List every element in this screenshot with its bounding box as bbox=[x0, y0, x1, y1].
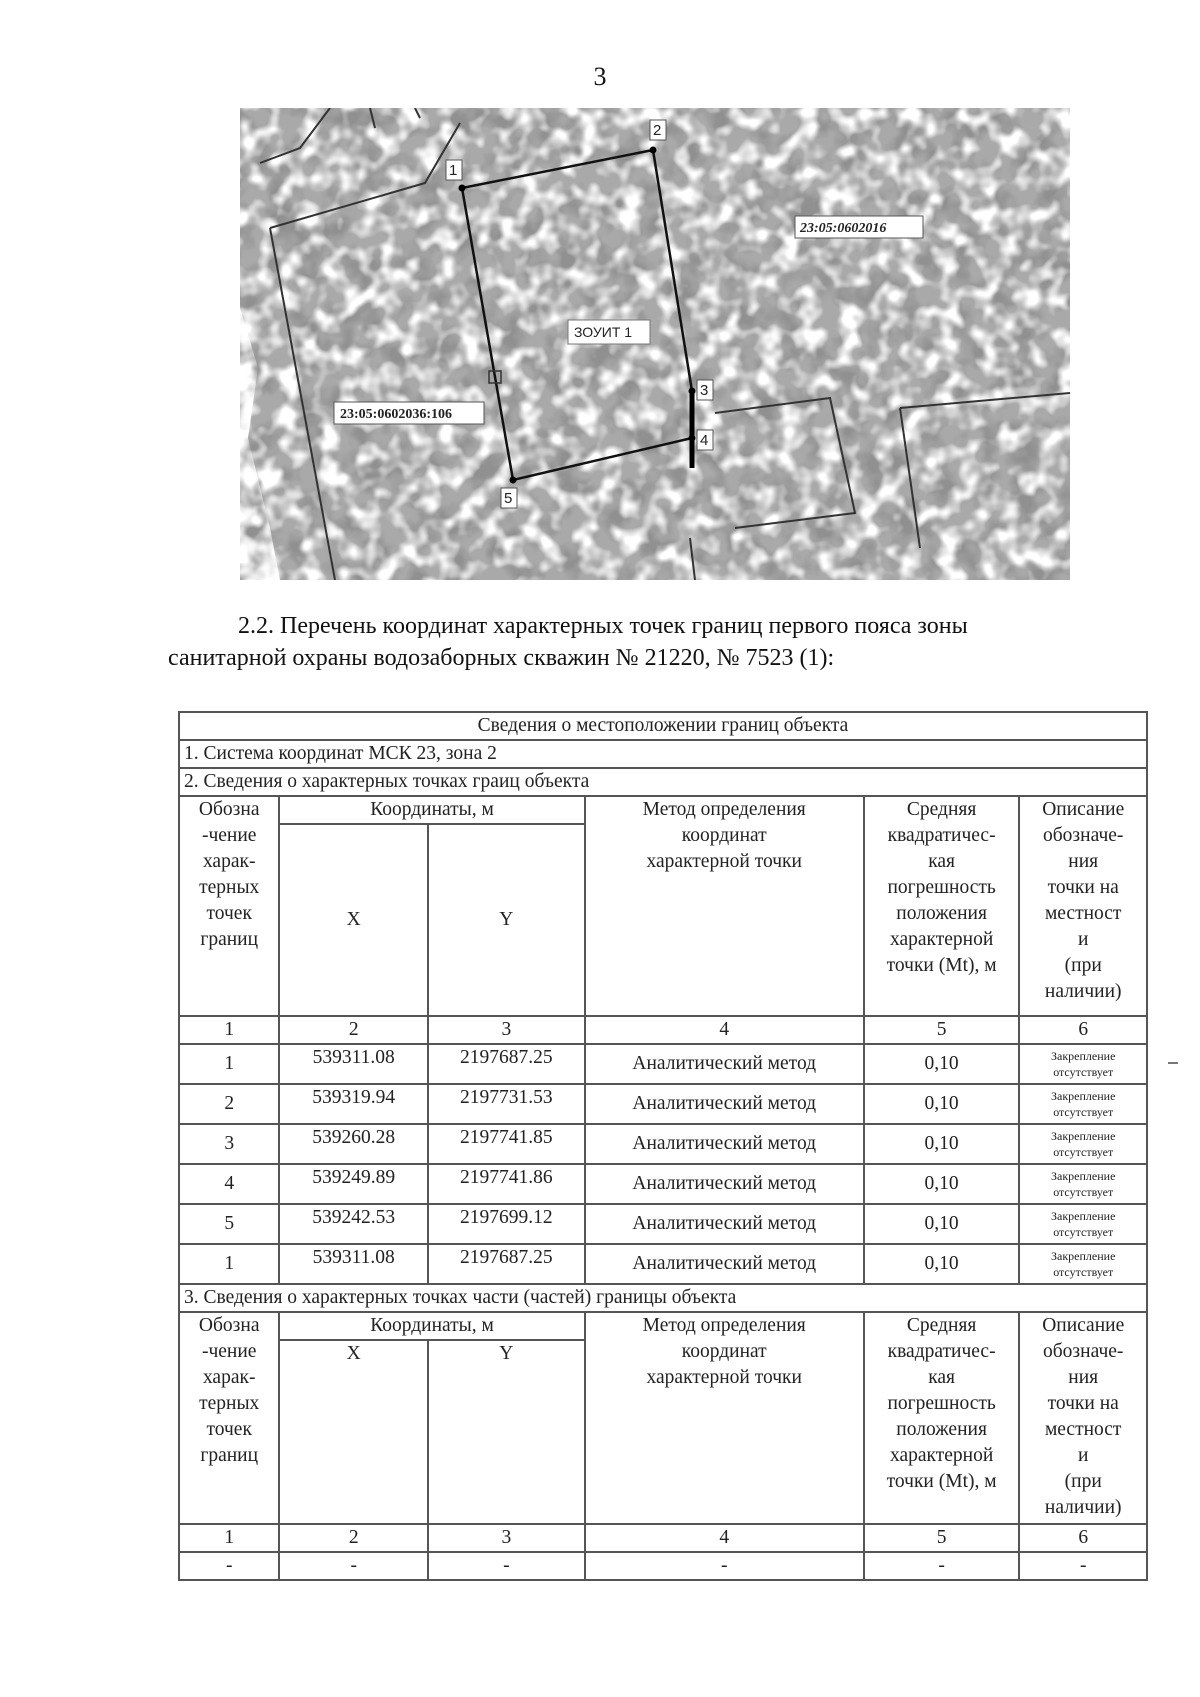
point-2-label: 2 bbox=[653, 122, 662, 139]
method-value: Аналитический метод bbox=[585, 1084, 864, 1124]
table-row bbox=[179, 1124, 1147, 1164]
column-number: 1 bbox=[179, 1524, 279, 1552]
method-value: Аналитический метод bbox=[585, 1124, 864, 1164]
table-row bbox=[179, 1164, 1147, 1204]
point-5-label: 5 bbox=[504, 490, 513, 507]
map-clearing-texture bbox=[240, 108, 1070, 580]
header-designation: Обозна -чение харак- терных точек границ bbox=[179, 796, 279, 1016]
error-value: 0,10 bbox=[864, 1204, 1020, 1244]
x-value: 539311.08 bbox=[279, 1244, 428, 1284]
header-method: Метод определения координат характерной точки bbox=[585, 796, 864, 1016]
header-error: Средняя квадратичес- кая погрешность положения характерной точки (Mt), м bbox=[864, 796, 1020, 1016]
margin-mark bbox=[1168, 1062, 1178, 1064]
description-value: Закрепление отсутствует bbox=[1019, 1084, 1147, 1124]
cadastral-map bbox=[240, 108, 1070, 580]
point-4-label: 4 bbox=[700, 432, 709, 449]
description-value: Закрепление отсутствует bbox=[1019, 1124, 1147, 1164]
empty-cell: - bbox=[1019, 1552, 1147, 1580]
column-number: 6 bbox=[1019, 1016, 1147, 1044]
intro-paragraph bbox=[168, 610, 1148, 674]
y-value: 2197687.25 bbox=[428, 1244, 585, 1284]
column-numbers-row-2 bbox=[179, 1524, 1147, 1552]
header-coordinates: Координаты, м bbox=[279, 796, 584, 824]
column-numbers-row bbox=[179, 1016, 1147, 1044]
header-error-2: Средняя квадратичес- кая погрешность положения характерной точки (Mt), м bbox=[864, 1312, 1020, 1524]
error-value: 0,10 bbox=[864, 1044, 1020, 1084]
x-value: 539249.89 bbox=[279, 1164, 428, 1204]
header-designation-2: Обозна -чение харак- терных точек границ bbox=[179, 1312, 279, 1524]
empty-cell: - bbox=[179, 1552, 279, 1580]
point-3-marker bbox=[689, 388, 696, 395]
empty-cell: - bbox=[864, 1552, 1020, 1580]
section-1-row bbox=[179, 740, 1147, 768]
section-1-title: 1. Система координат МСК 23, зона 2 bbox=[179, 740, 1147, 768]
column-number: 2 bbox=[279, 1016, 428, 1044]
point-1-marker bbox=[459, 185, 466, 192]
point-3-label: 3 bbox=[700, 382, 709, 399]
table-row bbox=[179, 1204, 1147, 1244]
method-value: Аналитический метод bbox=[585, 1044, 864, 1084]
y-value: 2197731.53 bbox=[428, 1084, 585, 1124]
header-y-2: Y bbox=[428, 1340, 585, 1524]
point-number: 1 bbox=[179, 1244, 279, 1284]
table-row bbox=[179, 1084, 1147, 1124]
y-value: 2197699.12 bbox=[428, 1204, 585, 1244]
column-number: 6 bbox=[1019, 1524, 1147, 1552]
header-method-2: Метод определения координат характерной точки bbox=[585, 1312, 864, 1524]
point-1-label: 1 bbox=[449, 162, 458, 179]
section-3-row bbox=[179, 1284, 1147, 1312]
error-value: 0,10 bbox=[864, 1124, 1020, 1164]
header-x-2: X bbox=[279, 1340, 428, 1524]
method-value: Аналитический метод bbox=[585, 1244, 864, 1284]
description-value: Закрепление отсутствует bbox=[1019, 1244, 1147, 1284]
column-number: 4 bbox=[585, 1524, 864, 1552]
column-number: 1 bbox=[179, 1016, 279, 1044]
description-value: Закрепление отсутствует bbox=[1019, 1204, 1147, 1244]
parcel-label-right: 23:05:0602016 bbox=[800, 221, 887, 236]
table-row bbox=[179, 1244, 1147, 1284]
error-value: 0,10 bbox=[864, 1244, 1020, 1284]
header-coordinates-2: Координаты, м bbox=[279, 1312, 584, 1340]
point-number: 5 bbox=[179, 1204, 279, 1244]
header-row bbox=[179, 796, 1147, 824]
y-value: 2197741.85 bbox=[428, 1124, 585, 1164]
x-value: 539242.53 bbox=[279, 1204, 428, 1244]
page-number: 3 bbox=[593, 62, 607, 91]
empty-cell: - bbox=[585, 1552, 864, 1580]
point-2-marker bbox=[650, 147, 657, 154]
intro-line-1: 2.2. Перечень координат характерных точек границ первого пояса зоны bbox=[238, 613, 968, 639]
column-number: 5 bbox=[864, 1016, 1020, 1044]
error-value: 0,10 bbox=[864, 1164, 1020, 1204]
x-value: 539319.94 bbox=[279, 1084, 428, 1124]
y-value: 2197687.25 bbox=[428, 1044, 585, 1084]
method-value: Аналитический метод bbox=[585, 1204, 864, 1244]
intro-line-2: санитарной охраны водозаборных скважин № 21220, № 7523 (1): bbox=[168, 645, 835, 671]
point-number: 4 bbox=[179, 1164, 279, 1204]
description-value: Закрепление отсутствует bbox=[1019, 1044, 1147, 1084]
section-3-title: 3. Сведения о характерных точках части (частей) границы объекта bbox=[179, 1284, 1147, 1312]
column-number: 3 bbox=[428, 1016, 585, 1044]
x-value: 539311.08 bbox=[279, 1044, 428, 1084]
empty-cell: - bbox=[428, 1552, 585, 1580]
empty-cell: - bbox=[279, 1552, 428, 1580]
point-5-marker bbox=[510, 477, 517, 484]
column-number: 2 bbox=[279, 1524, 428, 1552]
header-description: Описание обозначе- ния точки на местност и (при наличии) bbox=[1019, 796, 1147, 1016]
column-number: 5 bbox=[864, 1524, 1020, 1552]
table-title: Сведения о местоположении границ объекта bbox=[179, 712, 1147, 740]
header-y: Y bbox=[428, 824, 585, 1016]
table-title-row bbox=[179, 712, 1147, 740]
section-2-title: 2. Сведения о характерных точках граиц объекта bbox=[179, 768, 1147, 796]
section-2-row bbox=[179, 768, 1147, 796]
point-number: 3 bbox=[179, 1124, 279, 1164]
parcel-label-left: 23:05:0602036:106 bbox=[340, 407, 452, 422]
empty-data-row bbox=[179, 1552, 1147, 1580]
method-value: Аналитический метод bbox=[585, 1164, 864, 1204]
point-4-marker bbox=[689, 435, 696, 442]
x-value: 539260.28 bbox=[279, 1124, 428, 1164]
error-value: 0,10 bbox=[864, 1084, 1020, 1124]
header-description-2: Описание обозначе- ния точки на местност и (при наличии) bbox=[1019, 1312, 1147, 1524]
column-number: 3 bbox=[428, 1524, 585, 1552]
point-number: 1 bbox=[179, 1044, 279, 1084]
coordinates-table bbox=[178, 711, 1148, 1581]
point-number: 2 bbox=[179, 1084, 279, 1124]
y-value: 2197741.86 bbox=[428, 1164, 585, 1204]
header-row-2 bbox=[179, 1312, 1147, 1340]
description-value: Закрепление отсутствует bbox=[1019, 1164, 1147, 1204]
header-x: X bbox=[279, 824, 428, 1016]
column-number: 4 bbox=[585, 1016, 864, 1044]
table-row bbox=[179, 1044, 1147, 1084]
zone-label: ЗОУИТ 1 bbox=[574, 324, 633, 340]
